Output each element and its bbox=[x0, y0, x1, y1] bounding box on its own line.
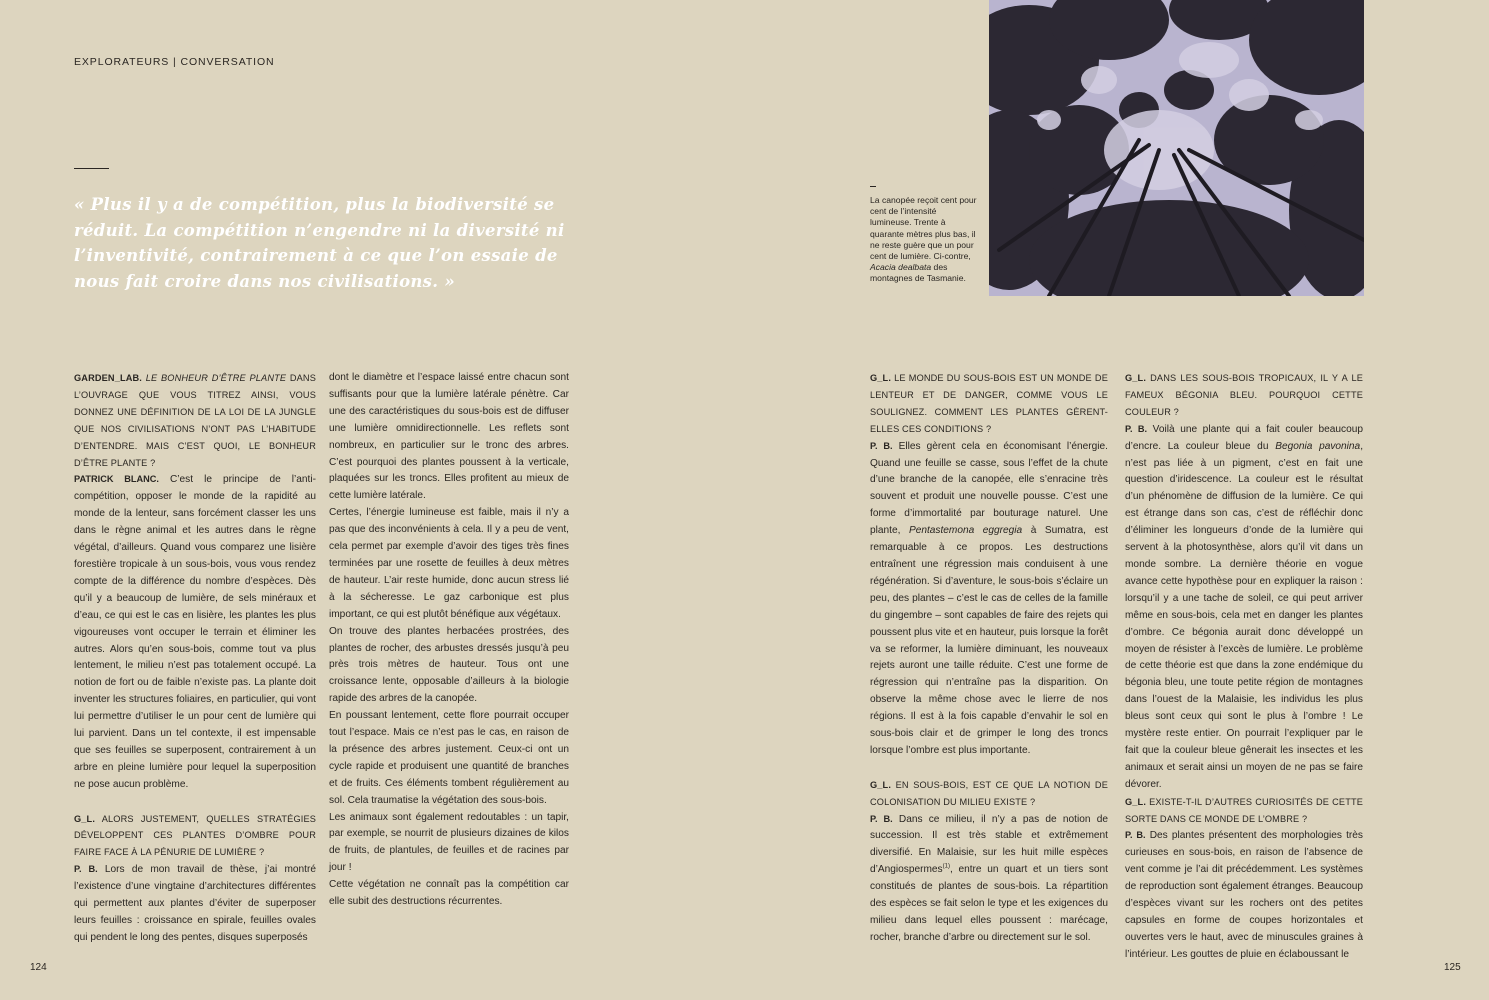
answer-text: à Sumatra, est remarquable à ce propos. Les destructions entraînent une régression mais conduisent à une régénération. Si d’aventure, le sous-bois s’éclaire un peu, des plantes – c’est le cas de celles de la famille du gingembre – sont capables de faire des rejets qui poussent plus vite et en hauteur, puis lorsque la forêt va se reformer, la lumière diminuant, les nouveaux rejets auront une taille réduite. C’est une forme de régression qui n’entraîne pas la disparition. On observe la même chose avec le lierre de nos régions. Il est à la fois capable d’envahir le sol en sous-bois clair et de grimper le long des troncs lorsque l’ombre est plus importante. bbox=[870, 525, 1109, 756]
answer-text: Elles gèrent cela en économisant l’énergie. Quand une feuille se casse, sous l’effet de la chute d’une branche de la canopée, elle s’enracine très souvent et produit une nouvelle pousse. C’est une forme d’immortalité par bouturage naturel. Une plante, bbox=[870, 440, 1108, 537]
answer-6 bbox=[1125, 827, 1363, 963]
answer-text: Lors de mon travail de thèse, j’ai montré l’existence d’une vingtaine d’architectures différentes qui permettent aux plantes d’éviter de superposer leurs feuilles : croissance en spirale, feuilles ovales qui pendent le long des pentes, disques superposés bbox=[74, 864, 316, 943]
text-column-3 bbox=[870, 370, 1108, 947]
question-text: ALORS JUSTEMENT, QUELLES STRATÉGIES DÉVELOPPENT CES PLANTES D’OMBRE POUR FAIRE FACE À LA PÉNURIE DE LUMIÈRE ? bbox=[74, 813, 316, 858]
caption-text: La canopée reçoit cent pour cent de l’intensité lumineuse. Trente à quarante mètres plus bas, il ne reste guère que un pour cent de lumière. Ci-contre, bbox=[870, 195, 977, 262]
quote-rule bbox=[74, 168, 109, 169]
paragraph: Les animaux sont également redoutables : un tapir, par exemple, se nourrit de plusieurs dizaines de kilos de fruits, de plantules, de feuilles et de racines par jour ! bbox=[329, 811, 569, 874]
speaker-pb: P. B. bbox=[74, 864, 98, 875]
question-2 bbox=[74, 811, 316, 862]
speaker-pb: P. B. bbox=[1125, 423, 1148, 434]
paragraph: Certes, l’énergie lumineuse est faible, mais il n’y a pas que des inconvénients à cela. Il y a peu de vent, cela permet par exemple d’avoir des tiges très fines terminées par une rosette de feuilles à deux mètres de hauteur. L’air reste humide, donc aucun stress lié à la sécheresse. Le gaz carbonique est plus important, ce qui est plutôt bénéfique aux végétaux. bbox=[329, 507, 569, 620]
answer-text: C’est le principe de l’anti-compétition, opposer le monde de la rapidité au monde de la lenteur, sans forcément classer les uns dans le règne animal et les autres dans le règne végétal, d’ailleurs. Quand vous comparez une lisière forestière tropicale à un sous-bois, vous vous rendez compte de la différence du nombre d’espèces. Dès qu’il y a beaucoup de lumière, de sels minéraux et d’eau, ce qui est le cas en lisière, les plantes les plus vigoureuses vont occuper le terrain et éliminer les autres. Alors qu’en sous-bois, comme tout va plus lentement, le milieu n’est pas totalement occupé. La notion de fort ou de faible n’existe pas. La plante doit inventer les structures foliaires, en particulier, qui vont lui permettre d’utiliser le un pour cent de lumière qui lui parvient. Dans un tel contexte, il est impensable que ses feuilles se superposent, contrairement à un arbre en pleine lumière pour lequel la superposition ne pose aucun problème. bbox=[74, 474, 316, 790]
canopy-photo bbox=[989, 0, 1364, 296]
paragraph: Cette végétation ne connaît pas la compétition car elle subit des destructions récurrentes. bbox=[329, 879, 569, 908]
question-5 bbox=[1125, 370, 1363, 421]
answer-text: Dans ce milieu, il n’y a pas de notion de succession. Il est très stable et extrêmement diversifié. En Malaisie, sur les huit mille espèces d’Angiospermes bbox=[870, 813, 1108, 876]
answer-3 bbox=[870, 438, 1108, 760]
speaker-gl: G_L. bbox=[870, 373, 892, 383]
answer-5 bbox=[1125, 421, 1363, 794]
species-name: Pentastemona eggregia bbox=[908, 525, 1023, 537]
speaker-gl: G_L. bbox=[74, 813, 96, 824]
question-4 bbox=[870, 777, 1108, 811]
question-1 bbox=[74, 370, 316, 471]
answer-text: Des plantes présentent des morphologies très curieuses en sous-bois, en raison de l’absence de vent comme je l’ai dit précédemment. Les systèmes de reproduction sont également étranges. Beaucoup d’espèces vivant sur les rochers ont des petites capsules en forme de coupes horizontales et ouvertes vers le haut, avec de minuscules graines à l’intérieur. Les gouttes de pluie en éclaboussant le bbox=[1125, 830, 1363, 960]
question-text: DANS LES SOUS-BOIS TROPICAUX, IL Y A LE FAMEUX BÉGONIA BLEU. POURQUOI CETTE COULEUR ? bbox=[1125, 373, 1363, 417]
question-text: EN SOUS-BOIS, EST CE QUE LA NOTION DE COLONISATION DU MILIEU EXISTE ? bbox=[870, 779, 1108, 807]
caption-dash bbox=[870, 186, 876, 187]
text-column-1 bbox=[74, 370, 316, 947]
question-text: LE MONDE DU SOUS-BOIS EST UN MONDE DE LENTEUR ET DE DANGER, COMME VOUS LE SOULIGNEZ. COMMENT LES PLANTES GÈRENT-ELLES CES CONDITIONS ? bbox=[870, 373, 1108, 434]
speaker-patrick-blanc: PATRICK BLANC. bbox=[74, 474, 159, 485]
pull-quote: « Plus il y a de compétition, plus la biodiversité se réduit. La compétition n’engendre ni la diversité ni l’inventivité, contrairement à ce que l’on essaie de nous fait croire dans nos civilisations. » bbox=[74, 195, 565, 291]
text-column-2 bbox=[329, 370, 569, 911]
text-column-4 bbox=[1125, 370, 1363, 964]
speaker-gl: G_L. bbox=[1125, 796, 1147, 807]
page-number-right: 125 bbox=[1444, 962, 1461, 973]
species-name: Begonia pavonina bbox=[1275, 440, 1361, 452]
answer-text: Voilà une plante qui a fait couler beaucoup d’encre. La couleur bleue du bbox=[1125, 423, 1363, 452]
question-text: EXISTE-T-IL D’AUTRES CURIOSITÉS DE CETTE SORTE DANS CE MONDE DE L’OMBRE ? bbox=[1125, 796, 1363, 824]
answer-1 bbox=[74, 471, 316, 793]
caption-species: Acacia dealbata bbox=[870, 262, 932, 273]
footnote-marker: (1) bbox=[942, 863, 950, 870]
speaker-pb: P. B. bbox=[870, 440, 893, 451]
answer-text: , n’est pas liée à un pigment, c’est en fait une question d’iridescence. La couleur est le résultat d’un phénomène de diffusion de la lumière. Ce qui est étrange dans son cas, c’est de réfléchir donc d’éliminer les longueurs d’onde de la lumière qui servent à la photosynthèse, alors qu’il vit dans un monde sombre. La dernière théorie en vogue avance cette hypothèse pour en expliquer la raison : lorsqu’il y a une tache de soleil, ce qui peut arriver même en sous-bois, cela met en danger les plantes d’ombre. Ce bégonia aurait donc développé un moyen de résister à l’excès de lumière. Le problème de cette théorie est que dans la zone endémique du bégonia bleu, une toute petite région de montagnes dans l’ouest de la Malaisie, les individus les plus bleus sont ceux qui sont le plus à l’ombre ! Le mystère reste entier. On pourrait l’expliquer par le fait que la couleur bleue gênerait les insectes et les animaux et serait ainsi un moyen de ne pas se faire dévorer. bbox=[1125, 440, 1364, 790]
answer-text: , entre un quart et un tiers sont constitués de plantes de sous-bois. La répartition des espèces se fait selon le type et les exigences du milieu dans lequel elles poussent : marécage, rocher, branche d’arbre ou directement sur le sol. bbox=[870, 864, 1108, 943]
page-number-left: 124 bbox=[30, 962, 47, 973]
paragraph: En poussant lentement, cette flore pourrait occuper tout l’espace. Mais ce n’est pas le cas, en raison de la présence des arbres justement. Ceux-ci ont un cycle rapide et produisent une quantité de branches et de fruits. Ces éléments tombent régulièrement au sol. Cela traumatise la végétation des sous-bois. bbox=[329, 710, 569, 806]
question-3 bbox=[870, 370, 1108, 438]
book-title: LE BONHEUR D’ÊTRE PLANTE bbox=[145, 373, 287, 383]
paragraph: dont le diamètre et l’espace laissé entre chacun sont suffisants pour que la lumière latérale pénètre. Car une des caractéristiques du sous-bois est de diffuser une lumière omnidirectionnelle. Les reflets sont nombreux, en particulier sur le tronc des arbres. C’est pourquoi des plantes poussent à la verticale, plaquées sur les troncs. Elles profitent au mieux de cette lumière latérale. bbox=[329, 372, 569, 502]
caption-text-end: des montagnes de Tasmanie. bbox=[870, 262, 966, 284]
speaker-pb: P. B. bbox=[1125, 830, 1146, 841]
answer-4 bbox=[870, 811, 1108, 947]
speaker-gl: G_L. bbox=[870, 779, 892, 790]
speaker-garden-lab: GARDEN_LAB. bbox=[74, 373, 143, 383]
paragraph: On trouve des plantes herbacées prostrées, des plantes de rocher, des arbustes dressés jusqu’à peu près trois mètres de hauteur. Tous ont une croissance lente, opposable d’ailleurs à la biologie rapide des arbres de la canopée. bbox=[329, 625, 569, 705]
answer-2 bbox=[74, 861, 316, 947]
photo-caption bbox=[870, 186, 980, 285]
speaker-pb: P. B. bbox=[870, 813, 893, 824]
speaker-gl: G_L. bbox=[1125, 373, 1147, 383]
question-6 bbox=[1125, 794, 1363, 828]
question-text: DANS L’OUVRAGE QUE VOUS TITREZ AINSI, VOUS DONNEZ UNE DÉFINITION DE LA LOI DE LA JUNGLE QUE NOS CIVILISATIONS N’ONT PAS L’HABITUDE D’ENTENDRE. MAIS C’EST QUOI, LE BONHEUR D’ÊTRE PLANTE ? bbox=[74, 373, 316, 468]
section-rubric: EXPLORATEURS | CONVERSATION bbox=[74, 56, 275, 68]
